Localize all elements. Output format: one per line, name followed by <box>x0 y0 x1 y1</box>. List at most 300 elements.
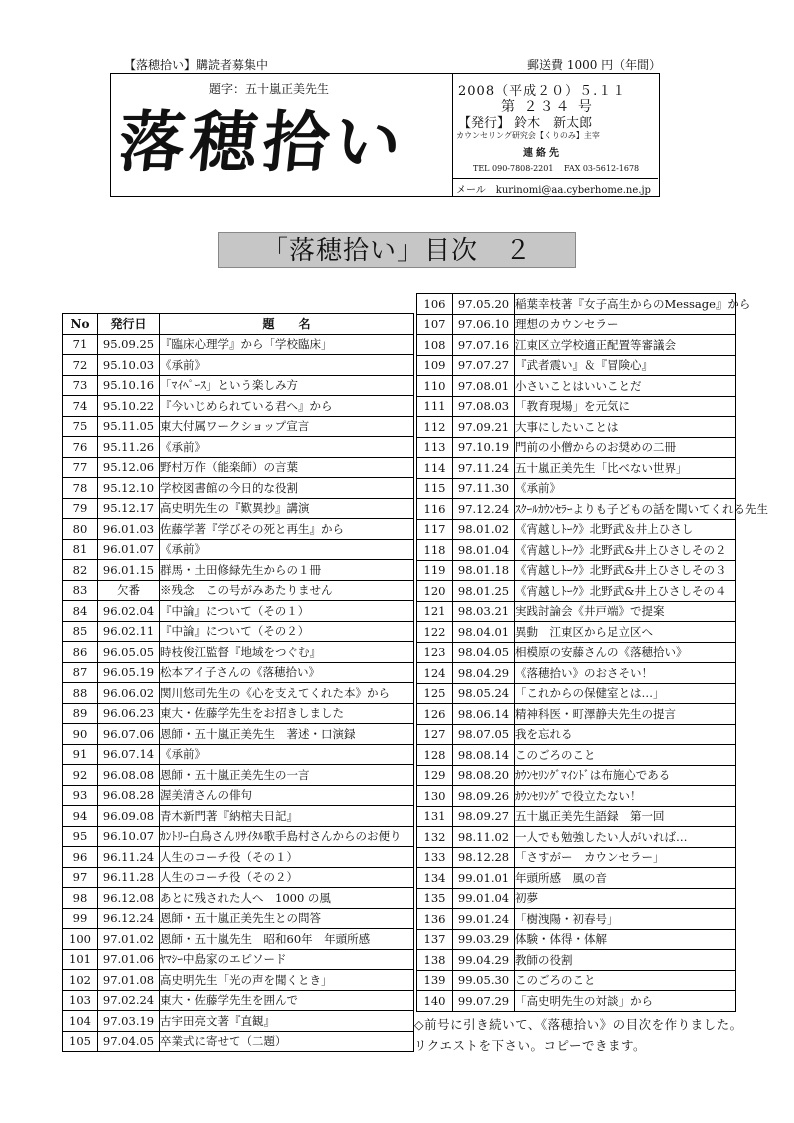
table-row <box>63 867 414 888</box>
entry-title: 異動 江東区から足立区へ <box>515 622 736 643</box>
entry-date: 97.01.08 <box>98 970 160 991</box>
entry-title: 《承前》 <box>160 539 414 560</box>
table-row <box>417 745 736 766</box>
entry-number: 114 <box>417 458 453 479</box>
entry-number: 74 <box>63 396 98 417</box>
entry-title: 『臨床心理学』から「学校臨床」 <box>160 334 414 355</box>
entry-title: 「樹洩陽・初春号」 <box>515 909 736 930</box>
entry-number: 133 <box>417 847 453 868</box>
entry-title: 群馬・土田修緑先生からの１冊 <box>160 560 414 581</box>
table-row <box>417 601 736 622</box>
table-row <box>417 724 736 745</box>
newsletter-logo: 落穂拾い <box>114 103 412 181</box>
entry-date: 99.04.29 <box>453 950 515 971</box>
entry-number: 108 <box>417 335 453 356</box>
entry-title: ｶｳﾝｾﾘﾝｸﾞﾏｲﾝﾄﾞは布施心である <box>515 765 736 786</box>
toc-table-left <box>62 313 414 1052</box>
table-row <box>63 560 414 581</box>
entry-date: 96.08.08 <box>98 765 160 786</box>
entry-date: 95.12.10 <box>98 478 160 499</box>
table-row <box>63 683 414 704</box>
entry-date: 98.01.18 <box>453 560 515 581</box>
entry-number: 123 <box>417 642 453 663</box>
entry-number: 99 <box>63 908 98 929</box>
entry-title: 東大・佐藤学先生を囲んで <box>160 990 414 1011</box>
table-row <box>417 663 736 684</box>
entry-title: 初夢 <box>515 888 736 909</box>
entry-title: 人生のコーチ役（その２） <box>160 867 414 888</box>
entry-number: 116 <box>417 499 453 520</box>
entry-date: 96.06.23 <box>98 703 160 724</box>
table-row <box>417 991 736 1012</box>
table-row <box>417 847 736 868</box>
table-row <box>417 806 736 827</box>
entry-title: 《宵越しﾄｰｸ》北野武＆井上ひさし <box>515 519 736 540</box>
entry-number: 95 <box>63 826 98 847</box>
postage-notice: 郵送費 1000 円（年間） <box>527 58 662 72</box>
entry-title: 高史明先生「光の声を聞くとき」 <box>160 970 414 991</box>
entry-number: 97 <box>63 867 98 888</box>
issue-date: 2008（平成２０）５.１１ <box>458 84 627 99</box>
table-row <box>63 334 414 355</box>
entry-date: 95.11.26 <box>98 437 160 458</box>
table-row <box>63 785 414 806</box>
entry-number: 103 <box>63 990 98 1011</box>
entry-date: 99.01.24 <box>453 909 515 930</box>
entry-number: 94 <box>63 806 98 827</box>
table-row <box>63 498 414 519</box>
entry-date: 98.12.28 <box>453 847 515 868</box>
entry-title: 大事にしたいことは <box>515 417 736 438</box>
entry-title: 相模原の安藤さんの《落穂拾い》 <box>515 642 736 663</box>
entry-title: 時枝俊江監督『地域をつぐむ』 <box>160 642 414 663</box>
entry-date: 98.11.02 <box>453 827 515 848</box>
table-row <box>63 539 414 560</box>
entry-number: 92 <box>63 765 98 786</box>
entry-title: 実践討論会《井戸端》で提案 <box>515 601 736 622</box>
entry-title: 《宵越しﾄｰｸ》北野武&井上ひさしその４ <box>515 581 736 602</box>
table-row <box>417 765 736 786</box>
entry-title: 小さいことはいいことだ <box>515 376 736 397</box>
entry-number: 98 <box>63 888 98 909</box>
table-row <box>63 1031 414 1052</box>
entry-number: 85 <box>63 621 98 642</box>
entry-number: 81 <box>63 539 98 560</box>
entry-title: このごろのこと <box>515 745 736 766</box>
organization: カウンセリング研究会【くりのみ】主宰 <box>456 131 600 140</box>
entry-number: 78 <box>63 478 98 499</box>
entry-title: 年頭所感 風の音 <box>515 868 736 889</box>
entry-number: 104 <box>63 1011 98 1032</box>
entry-title: 江東区立学校適正配置等審議会 <box>515 335 736 356</box>
entry-title: 松本アイ子さんの《落穂拾い》 <box>160 662 414 683</box>
table-row <box>63 744 414 765</box>
entry-date: 98.09.27 <box>453 806 515 827</box>
entry-date: 98.04.29 <box>453 663 515 684</box>
entry-title: 五十嵐正美先生「比べない世界」 <box>515 458 736 479</box>
entry-number: 77 <box>63 457 98 478</box>
email-address: メール kurinomi@aa.cyberhome.ne.jp <box>456 185 651 196</box>
entry-number: 75 <box>63 416 98 437</box>
entry-date: 98.01.25 <box>453 581 515 602</box>
table-row <box>417 909 736 930</box>
entry-date: 96.09.08 <box>98 806 160 827</box>
entry-number: 113 <box>417 437 453 458</box>
issue-number: 第 ２３４ 号 <box>501 99 594 115</box>
entry-number: 79 <box>63 498 98 519</box>
table-header-row <box>63 314 414 335</box>
table-row <box>63 1011 414 1032</box>
entry-number: 93 <box>63 785 98 806</box>
entry-number: 80 <box>63 519 98 540</box>
entry-date: 97.10.19 <box>453 437 515 458</box>
entry-date: 欠番 <box>98 580 160 601</box>
entry-number: 83 <box>63 580 98 601</box>
entry-number: 131 <box>417 806 453 827</box>
table-row <box>63 826 414 847</box>
table-row <box>63 847 414 868</box>
entry-date: 95.09.25 <box>98 334 160 355</box>
entry-date: 98.06.14 <box>453 704 515 725</box>
entry-title: 精神科医・町澤静夫先生の提言 <box>515 704 736 725</box>
entry-date: 97.06.10 <box>453 314 515 335</box>
table-row <box>417 314 736 335</box>
entry-title: 《承前》 <box>160 744 414 765</box>
entry-number: 128 <box>417 745 453 766</box>
entry-title: ﾔﾏｼｰ中島家のエピソード <box>160 949 414 970</box>
table-row <box>63 990 414 1011</box>
column-header-no: No <box>63 314 98 335</box>
entry-number: 120 <box>417 581 453 602</box>
entry-date: 98.01.04 <box>453 540 515 561</box>
entry-date: 97.11.30 <box>453 478 515 499</box>
entry-number: 76 <box>63 437 98 458</box>
entry-number: 111 <box>417 396 453 417</box>
entry-title: 門前の小僧からのお奨めの二冊 <box>515 437 736 458</box>
entry-title: 《承前》 <box>160 355 414 376</box>
table-row <box>63 888 414 909</box>
entry-date: 97.01.02 <box>98 929 160 950</box>
table-row <box>63 662 414 683</box>
table-row <box>417 437 736 458</box>
entry-date: 97.08.01 <box>453 376 515 397</box>
table-row <box>417 540 736 561</box>
entry-title: 東大付属ワークショップ宣言 <box>160 416 414 437</box>
masthead <box>110 73 660 197</box>
entry-date: 98.03.21 <box>453 601 515 622</box>
table-row <box>417 683 736 704</box>
table-row <box>63 601 414 622</box>
entry-date: 98.08.20 <box>453 765 515 786</box>
entry-title: あとに残された人へ 1000 の風 <box>160 888 414 909</box>
table-row <box>63 375 414 396</box>
entry-title: 「これからの保健室とは…」 <box>515 683 736 704</box>
entry-title: 五十嵐正美先生語録 第一回 <box>515 806 736 827</box>
table-row <box>63 519 414 540</box>
table-row <box>417 294 736 315</box>
entry-number: 112 <box>417 417 453 438</box>
entry-title: 《宵越しﾄｰｸ》北野武&井上ひさしその２ <box>515 540 736 561</box>
table-row <box>417 888 736 909</box>
entry-date: 95.12.06 <box>98 457 160 478</box>
entry-number: 117 <box>417 519 453 540</box>
table-row <box>417 929 736 950</box>
entry-title: 高史明先生の『歎異抄』講演 <box>160 498 414 519</box>
footnote: ◇前号に引き続いて、《落穂拾い》の目次を作りました。リクエストを下さい。コピーできます。 <box>414 1017 743 1053</box>
column-header-date: 発行日 <box>98 314 160 335</box>
section-title: 「落穂拾い」目次 ２ <box>218 232 576 268</box>
table-row <box>63 416 414 437</box>
entry-title: このごろのこと <box>515 970 736 991</box>
tel-fax: TEL 090-7808-2201 FAX 03-5612-1678 <box>473 164 640 173</box>
entry-date: 95.10.22 <box>98 396 160 417</box>
table-row <box>63 806 414 827</box>
entry-number: 82 <box>63 560 98 581</box>
entry-date: 95.10.16 <box>98 375 160 396</box>
entry-date: 96.08.28 <box>98 785 160 806</box>
entry-number: 107 <box>417 314 453 335</box>
entry-number: 129 <box>417 765 453 786</box>
entry-date: 99.03.29 <box>453 929 515 950</box>
table-row <box>417 499 736 520</box>
table-row <box>63 765 414 786</box>
table-row <box>417 417 736 438</box>
table-row <box>63 396 414 417</box>
entry-date: 96.11.24 <box>98 847 160 868</box>
entry-date: 96.05.19 <box>98 662 160 683</box>
entry-number: 134 <box>417 868 453 889</box>
entry-number: 125 <box>417 683 453 704</box>
entry-title: 体験・体得・体解 <box>515 929 736 950</box>
entry-title: 恩師・五十嵐先生 昭和60年 年頭所感 <box>160 929 414 950</box>
table-row <box>417 376 736 397</box>
entry-date: 96.01.15 <box>98 560 160 581</box>
entry-title: 東大・佐藤学先生をお招きしました <box>160 703 414 724</box>
column-header-title: 題 名 <box>160 314 414 335</box>
entry-date: 95.12.17 <box>98 498 160 519</box>
entry-date: 98.07.05 <box>453 724 515 745</box>
entry-date: 97.02.24 <box>98 990 160 1011</box>
entry-date: 96.02.11 <box>98 621 160 642</box>
entry-date: 98.09.26 <box>453 786 515 807</box>
entry-number: 96 <box>63 847 98 868</box>
table-row <box>63 642 414 663</box>
entry-number: 84 <box>63 601 98 622</box>
entry-number: 127 <box>417 724 453 745</box>
entry-title: ※残念 この号がみあたりません <box>160 580 414 601</box>
entry-title: 『中論』について（その１） <box>160 601 414 622</box>
entry-date: 96.07.06 <box>98 724 160 745</box>
entry-number: 119 <box>417 560 453 581</box>
entry-number: 87 <box>63 662 98 683</box>
entry-date: 98.05.24 <box>453 683 515 704</box>
entry-date: 97.04.05 <box>98 1031 160 1052</box>
entry-number: 132 <box>417 827 453 848</box>
table-row <box>417 581 736 602</box>
entry-title: 教師の役割 <box>515 950 736 971</box>
masthead-title-panel <box>111 74 453 196</box>
toc-table-right <box>416 293 768 1012</box>
entry-date: 98.08.14 <box>453 745 515 766</box>
table-row <box>417 704 736 725</box>
entry-title: 関川悠司先生の《心を支えてくれた本》から <box>160 683 414 704</box>
entry-title: 《落穂拾い》のおさそい！ <box>515 663 736 684</box>
entry-title: 恩師・五十嵐正美先生の一言 <box>160 765 414 786</box>
entry-date: 96.11.28 <box>98 867 160 888</box>
entry-date: 96.06.02 <box>98 683 160 704</box>
table-row <box>417 786 736 807</box>
entry-date: 99.05.30 <box>453 970 515 991</box>
entry-number: 91 <box>63 744 98 765</box>
entry-number: 72 <box>63 355 98 376</box>
entry-date: 98.01.02 <box>453 519 515 540</box>
entry-number: 89 <box>63 703 98 724</box>
entry-date: 97.12.24 <box>453 499 515 520</box>
table-row <box>63 724 414 745</box>
entry-number: 90 <box>63 724 98 745</box>
entry-title: 《承前》 <box>515 478 736 499</box>
entry-date: 97.07.27 <box>453 355 515 376</box>
entry-number: 137 <box>417 929 453 950</box>
entry-number: 118 <box>417 540 453 561</box>
entry-title: 佐藤学著『学びその死と再生』から <box>160 519 414 540</box>
entry-date: 99.01.01 <box>453 868 515 889</box>
table-row <box>417 642 736 663</box>
entry-title: 古宇田亮文著『直観』 <box>160 1011 414 1032</box>
entry-number: 130 <box>417 786 453 807</box>
calligraphy-credit: 題字：五十嵐正美先生 <box>209 82 330 96</box>
entry-title: 一人でも勉強したい人がいれば… <box>515 827 736 848</box>
entry-number: 73 <box>63 375 98 396</box>
entry-date: 97.11.24 <box>453 458 515 479</box>
table-row <box>417 458 736 479</box>
entry-date: 96.12.24 <box>98 908 160 929</box>
entry-date: 99.07.29 <box>453 991 515 1012</box>
table-row <box>63 970 414 991</box>
entry-number: 122 <box>417 622 453 643</box>
entry-title: 理想のカウンセラー <box>515 314 736 335</box>
table-row <box>63 908 414 929</box>
entry-date: 97.05.20 <box>453 294 515 315</box>
entry-date: 97.07.16 <box>453 335 515 356</box>
entry-title: 『今いじめられている君へ』から <box>160 396 414 417</box>
table-row <box>417 622 736 643</box>
entry-date: 96.05.05 <box>98 642 160 663</box>
divider <box>453 178 658 179</box>
entry-title: 「ﾏｲﾍﾟｰｽ」という楽しみ方 <box>160 375 414 396</box>
entry-number: 138 <box>417 950 453 971</box>
entry-date: 97.03.19 <box>98 1011 160 1032</box>
table-row <box>63 703 414 724</box>
entry-number: 110 <box>417 376 453 397</box>
entry-title: 人生のコーチ役（その１） <box>160 847 414 868</box>
entry-title: ｽｸｰﾙｶｳﾝｾﾗｰよりも子どもの話を聞いてくれる先生 <box>515 499 736 520</box>
entry-title: 稲葉幸枝著『女子高生からのMessage』から <box>515 294 736 315</box>
entry-title: 「教育現場」を元気に <box>515 396 736 417</box>
entry-title: 《承前》 <box>160 437 414 458</box>
table-row <box>417 868 736 889</box>
table-row <box>63 621 414 642</box>
entry-number: 136 <box>417 909 453 930</box>
entry-title: 恩師・五十嵐正美先生 著述・口演録 <box>160 724 414 745</box>
entry-title: 卒業式に寄せて（二題） <box>160 1031 414 1052</box>
entry-number: 88 <box>63 683 98 704</box>
table-row <box>417 478 736 499</box>
entry-title: 「高史明先生の対談」から <box>515 991 736 1012</box>
table-row <box>63 355 414 376</box>
entry-number: 105 <box>63 1031 98 1052</box>
table-row <box>63 437 414 458</box>
entry-number: 139 <box>417 970 453 991</box>
entry-title: 『中論』について（その２） <box>160 621 414 642</box>
entry-date: 96.01.07 <box>98 539 160 560</box>
entry-date: 95.11.05 <box>98 416 160 437</box>
masthead-info-panel <box>453 74 658 196</box>
entry-number: 135 <box>417 888 453 909</box>
entry-title: 学校図書館の今日的な役割 <box>160 478 414 499</box>
entry-title: ｶﾝﾄﾘｰ白鳥さんﾘｻｲﾀﾙ歌手島村さんからのお便り <box>160 826 414 847</box>
table-row <box>417 396 736 417</box>
entry-date: 97.09.21 <box>453 417 515 438</box>
entry-number: 86 <box>63 642 98 663</box>
table-row <box>417 950 736 971</box>
entry-date: 95.10.03 <box>98 355 160 376</box>
entry-date: 96.12.08 <box>98 888 160 909</box>
entry-number: 100 <box>63 929 98 950</box>
table-row <box>417 355 736 376</box>
table-row <box>417 560 736 581</box>
entry-date: 96.07.14 <box>98 744 160 765</box>
entry-number: 106 <box>417 294 453 315</box>
entry-date: 97.08.03 <box>453 396 515 417</box>
entry-number: 126 <box>417 704 453 725</box>
entry-number: 140 <box>417 991 453 1012</box>
table-row <box>417 970 736 991</box>
entry-title: 野村万作（能楽師）の言葉 <box>160 457 414 478</box>
table-row <box>417 827 736 848</box>
entry-date: 98.04.01 <box>453 622 515 643</box>
entry-title: 「さすがー カウンセラー」 <box>515 847 736 868</box>
entry-title: 青木新門著『納棺夫日記』 <box>160 806 414 827</box>
entry-number: 124 <box>417 663 453 684</box>
entry-date: 98.04.05 <box>453 642 515 663</box>
entry-number: 102 <box>63 970 98 991</box>
publisher: 【発行】 鈴木 新太郎 <box>458 116 593 131</box>
table-row <box>417 335 736 356</box>
entry-number: 121 <box>417 601 453 622</box>
entry-number: 71 <box>63 334 98 355</box>
entry-date: 97.01.06 <box>98 949 160 970</box>
entry-title: 我を忘れる <box>515 724 736 745</box>
table-row <box>63 457 414 478</box>
entry-date: 99.01.04 <box>453 888 515 909</box>
subscription-notice: 【落穂拾い】購読者募集中 <box>124 58 269 72</box>
entry-title: 《宵越しﾄｰｸ》北野武&井上ひさしその３ <box>515 560 736 581</box>
entry-title: 『武者震い』＆『冒険心』 <box>515 355 736 376</box>
entry-title: ｶｳﾝｾﾘﾝｸﾞで役立たない！ <box>515 786 736 807</box>
table-row <box>63 478 414 499</box>
entry-title: 恩師・五十嵐正美先生との問答 <box>160 908 414 929</box>
entry-date: 96.02.04 <box>98 601 160 622</box>
entry-number: 115 <box>417 478 453 499</box>
entry-title: 渥美清さんの俳句 <box>160 785 414 806</box>
table-row <box>63 929 414 950</box>
table-row <box>63 580 414 601</box>
contact-label: 連絡先 <box>523 148 562 159</box>
entry-date: 96.10.07 <box>98 826 160 847</box>
entry-number: 101 <box>63 949 98 970</box>
entry-date: 96.01.03 <box>98 519 160 540</box>
